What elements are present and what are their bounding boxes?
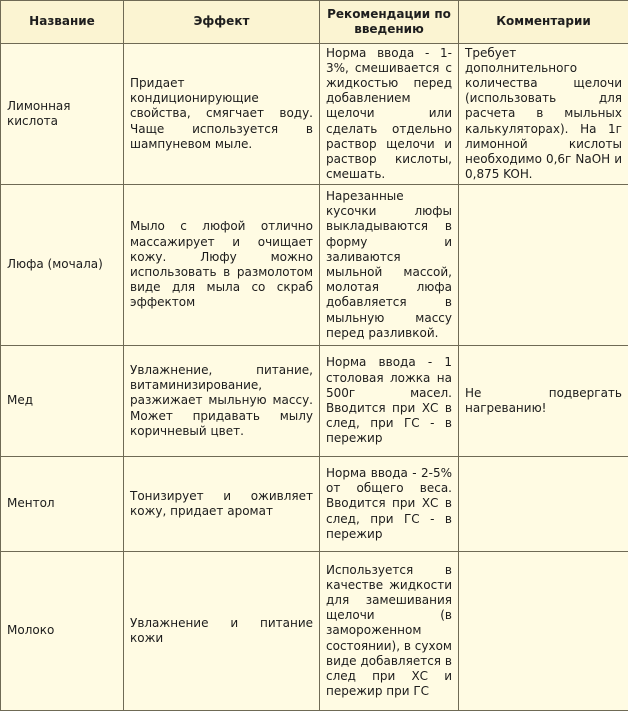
cell-name: Молоко [1,552,124,711]
cell-comments [459,185,628,346]
header-row [1,1,628,44]
table-row [1,185,628,346]
table-row [1,457,628,552]
cell-name: Ментол [1,457,124,552]
cell-comments [459,457,628,552]
cell-name: Люфа (мочала) [1,185,124,346]
cell-effect: Тонизирует и оживляет кожу, придает аромат [124,457,320,552]
cell-recommendations: Нарезанные кусочки люфы выкладываются в форму и заливаются мыльной массой, молотая люфа добавляется в мыльную массу перед разливкой. [320,185,459,346]
cell-recommendations: Норма ввода - 2-5% от общего веса. Вводится при ХС в след, при ГС - в пережир [320,457,459,552]
cell-effect: Увлажнение, питание, витаминизирование, разжижает мыльную массу. Может придавать мылу коричневый цвет. [124,346,320,457]
cell-effect: Увлажнение и питание кожи [124,552,320,711]
cell-recommendations: Норма ввода - 1 столовая ложка на 500г масел. Вводится при ХС в след, при ГС - в пережир [320,346,459,457]
header-recommendations: Рекомендации по введению [320,1,459,44]
cell-comments: Требует дополнительного количества щелочи (использовать для расчета в мыльных калькуляторах). На 1г лимонной кислоты необходимо 0,6г NaOH и 0,875 KOH. [459,44,628,185]
cell-comments [459,552,628,711]
header-name: Название [1,1,124,44]
cell-recommendations: Используется в качестве жидкости для замешивания щелочи (в замороженном состоянии), в сухом виде добавляется в след при ХС и пережир при ГС [320,552,459,711]
cell-recommendations: Норма ввода - 1-3%, смешивается с жидкостью перед добавлением щелочи или сделать отдельно раствор щелочи и раствор кислоты, смешать. [320,44,459,185]
cell-name: Лимонная кислота [1,44,124,185]
header-effect: Эффект [124,1,320,44]
table-row [1,552,628,711]
cell-effect: Мыло с люфой отлично массажирует и очищает кожу. Люфу можно использовать в размолотом виде для мыла со скраб эффектом [124,185,320,346]
table-row [1,44,628,185]
table-row [1,346,628,457]
header-comments: Комментарии [459,1,628,44]
cell-comments: Не подвергать нагреванию! [459,346,628,457]
cell-name: Мед [1,346,124,457]
cell-effect: Придает кондиционирующие свойства, смягчает воду. Чаще используется в шампуневом мыле. [124,44,320,185]
